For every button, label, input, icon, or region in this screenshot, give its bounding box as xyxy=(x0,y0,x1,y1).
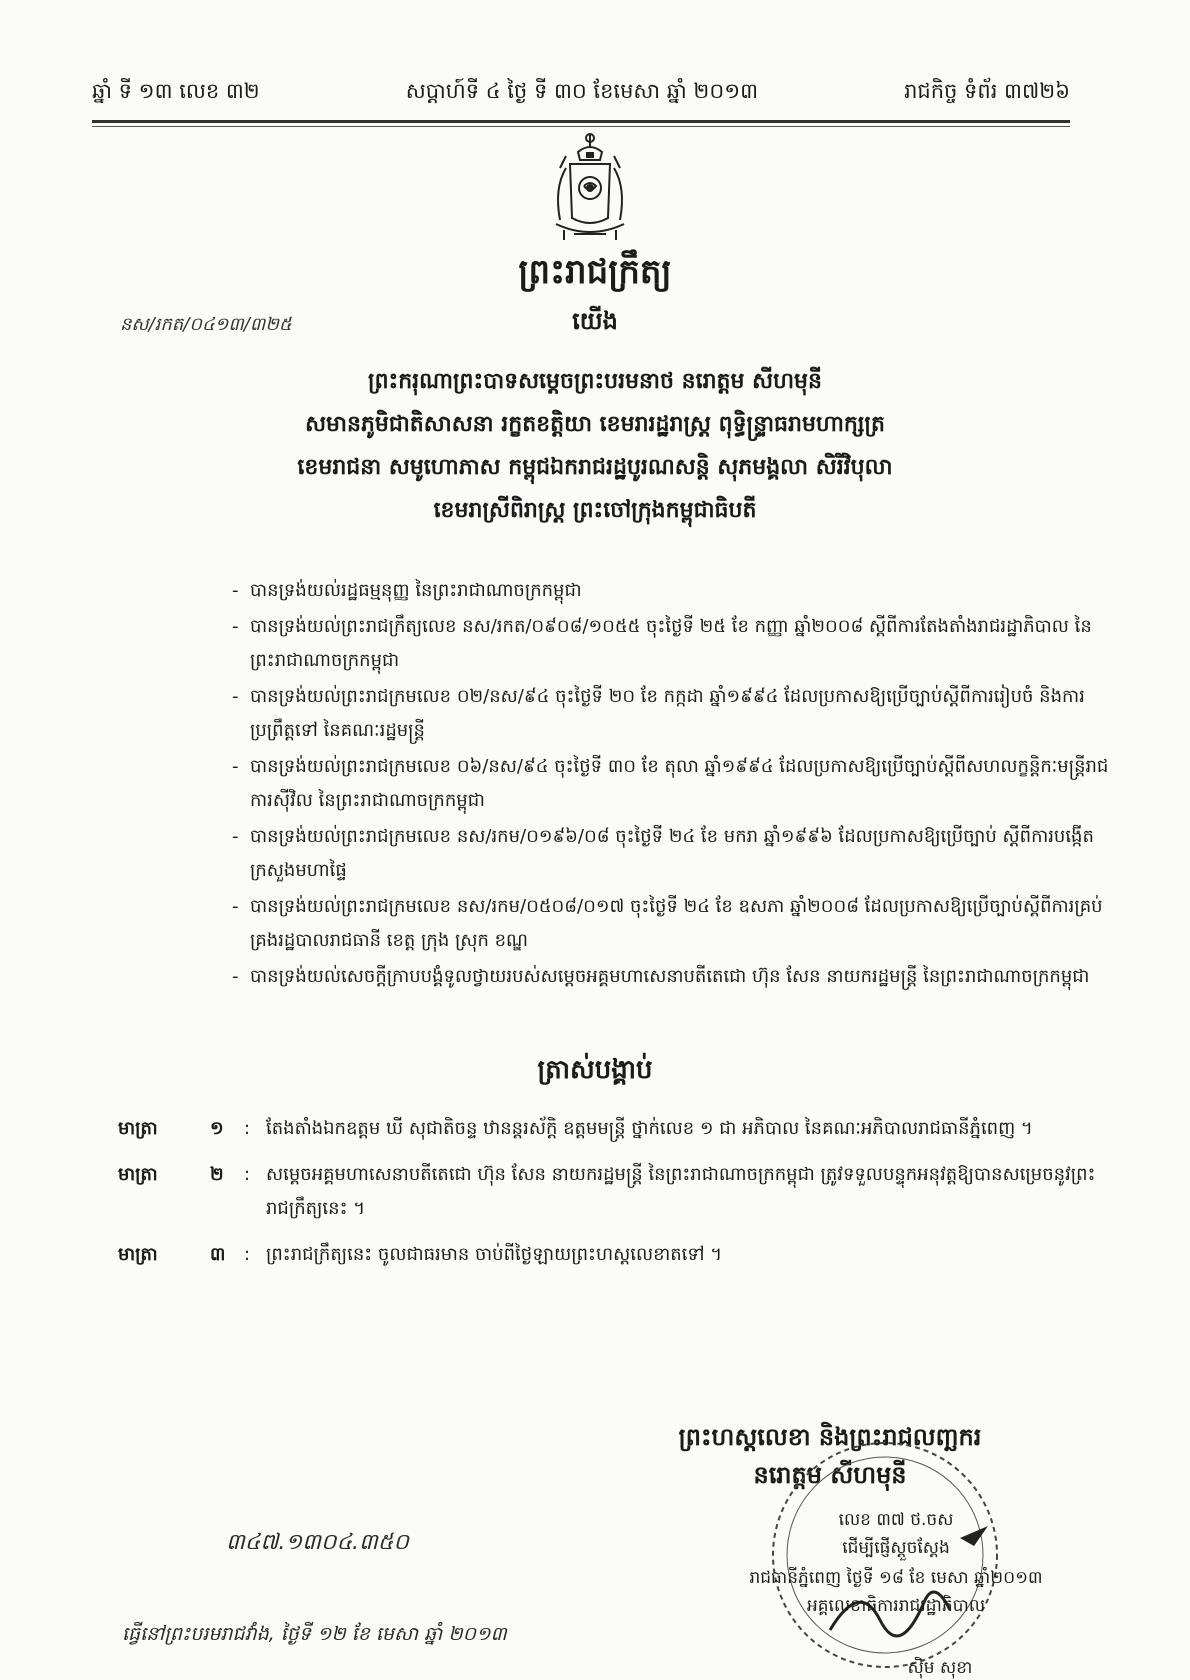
consideration-item: - បានទ្រង់យល់សេចក្តីក្រាបបង្គំទូលថ្វាយរបស់សម្តេចអគ្គមហាសេនាបតីតេជោ ហ៊ុន សែន នាយករដ្ឋមន្ត្រី នៃព្រះរាជាណាចក្រកម្ពុជា xyxy=(232,960,1112,994)
article-1 xyxy=(118,1112,1108,1146)
article-label: មាត្រា xyxy=(118,1164,158,1185)
article-label: មាត្រា xyxy=(118,1118,158,1139)
article-text: សម្តេចអគ្គមហាសេនាបតីតេជោ ហ៊ុន សែន នាយករដ្ឋមន្ត្រី នៃព្រះរាជាណាចក្រកម្ពុជា ត្រូវទទួលបន្ទុកអនុវត្តឱ្យបានសម្រេចនូវព្រះរាជក្រឹត្យនេះ ។ xyxy=(266,1164,1096,1219)
article-colon: : xyxy=(244,1118,251,1139)
decision-heading: ត្រាស់បង្គាប់ xyxy=(537,1055,653,1085)
gazette-header xyxy=(92,78,1070,109)
article-label: មាត្រា xyxy=(118,1244,158,1265)
stamp-name: ស៊ិម សុខា xyxy=(907,1658,973,1678)
header-rule-thin xyxy=(92,126,1070,127)
royal-title-line: សមានភូមិជាតិសាសនា រក្ខតខត្តិយា ខេមរារដ្ឋរាស្ត្រ ពុទ្ធិន្ទ្រាធរាមហាក្សត្រ xyxy=(305,412,885,437)
we-heading: យើង xyxy=(572,307,618,335)
decree-title: ព្រះរាជក្រឹត្យ xyxy=(518,252,672,292)
article-colon: : xyxy=(244,1164,251,1185)
signature-caption: ព្រះហស្តលេខា និងព្រះរាជលញ្ឆករ xyxy=(678,1423,982,1451)
articles xyxy=(118,1112,1108,1284)
consideration-item: - បានទ្រង់យល់ព្រះរាជក្រមលេខ នស/រកម/០៥០៨/០១៧ ចុះថ្ងៃទី ២៤ ខែ ឧសភា ឆ្នាំ២០០៨ ដែលប្រកាសឱ្យប្រើច្បាប់ស្តីពីការគ្រប់គ្រងរដ្ឋបាលរាជធានី ខេត្ត ក្រុង ស្រុក ខណ្ឌ xyxy=(232,890,1112,958)
article-text: តែងតាំងឯកឧត្តម ឃី សុជាតិចន្ទ ឋានន្តរស័ក្តិ ឧត្តមមន្ត្រី ថ្នាក់លេខ ១ ជា អភិបាល នៃគណៈអភិបាលរាជធានីភ្នំពេញ ។ xyxy=(266,1118,1033,1139)
handwritten-number: ៣៤៧.១៣០៤.៣៥០ xyxy=(226,1530,409,1555)
place-and-date: ធ្វើនៅព្រះបរមរាជវាំង, ថ្ងៃទី ១២ ខែ មេសា ឆ្នាំ ២០១៣ xyxy=(122,1623,507,1645)
header-rule xyxy=(92,120,1070,123)
consideration-item: - បានទ្រង់យល់ព្រះរាជក្រមលេខ នស/រកម/០១៩៦/០៨ ចុះថ្ងៃទី ២៤ ខែ មករា ឆ្នាំ១៩៩៦ ដែលប្រកាសឱ្យប្រើច្បាប់ ស្តីពីការបង្កើតក្រសួងមហាផ្ទៃ xyxy=(232,820,1112,888)
article-text: ព្រះរាជក្រឹត្យនេះ ចូលជាធរមាន ចាប់ពីថ្ងៃឡាយព្រះហស្តលេខាតទៅ ។ xyxy=(266,1244,723,1265)
article-2 xyxy=(118,1158,1108,1226)
consideration-item: - បានទ្រង់យល់ព្រះរាជក្រមលេខ ០៦/នស/៩៤ ចុះថ្ងៃទី ៣០ ខែ តុលា ឆ្នាំ១៩៩៤ ដែលប្រកាសឱ្យប្រើច្បាប់ស្តីពីសហលក្ខន្តិកៈមន្ត្រីរាជការស៊ីវិល នៃព្រះរាជាណាចក្រកម្ពុជា xyxy=(232,750,1112,818)
gazette-week-date: សប្តាហ៍ទី ៤ ថ្ងៃ ទី ៣០ ខែមេសា ឆ្នាំ ២០១៣ xyxy=(405,79,759,103)
royal-titles xyxy=(0,360,1190,532)
article-number: ១ xyxy=(210,1118,224,1139)
consideration-item: - បានទ្រង់យល់ព្រះរាជក្រឹត្យលេខ នស/រកត/០៩០៨/១០៥៥ ចុះថ្ងៃទី ២៥ ខែ កញ្ញា ឆ្នាំ២០០៨ ស្តីពីការតែងតាំងរាជរដ្ឋាភិបាល នៃព្រះរាជាណាចក្រកម្ពុជា xyxy=(232,610,1112,678)
decree-reference-number: នស/រកត/០៤១៣/៣២៥ xyxy=(120,314,292,335)
article-colon: : xyxy=(244,1244,251,1265)
stamp-title: អគ្គលេខាធិការរាជរដ្ឋាភិបាល xyxy=(806,1596,986,1616)
royal-title-line: ខេមរាជនា សមូហោភាស កម្ពុជឯករាជរដ្ឋបូរណសន្តិ សុភមង្គលា សិរីវិបុលា xyxy=(297,455,893,480)
gazette-page: រាជកិច្ច ទំព័រ ៣៧២៦ xyxy=(904,79,1070,103)
royal-title-line: ព្រះករុណាព្រះបាទសម្តេចព្រះបរមនាថ នរោត្តម សីហមុនី xyxy=(368,369,822,394)
consideration-item: - បានទ្រង់យល់ព្រះរាជក្រមលេខ ០២/នស/៩៤ ចុះថ្ងៃទី ២០ ខែ កក្កដា ឆ្នាំ១៩៩៤ ដែលប្រកាសឱ្យប្រើច្បាប់ស្តីពីការរៀបចំ និងការប្រព្រឹត្តទៅ នៃគណៈរដ្ឋមន្ត្រី xyxy=(232,680,1112,748)
signatory-name: នរោត្តម សីហមុនី xyxy=(753,1461,907,1489)
royal-coat-of-arms-icon xyxy=(530,128,650,248)
stamp-copy-certified: ជើម្បីផ្ញើស្តួចស្តែង xyxy=(842,1538,950,1558)
stamp-date: រាជធានីភ្នំពេញ ថ្ងៃទី ១៨ ខែ មេសា ឆ្នាំ២០១៣ xyxy=(749,1568,1043,1588)
stamp-number: លេខ ៣៧ ថ.ចស xyxy=(838,1510,954,1530)
gazette-year-issue: ឆ្នាំ ទី ១៣ លេខ ៣២ xyxy=(92,79,260,103)
article-number: ៣ xyxy=(210,1244,226,1265)
article-3 xyxy=(118,1238,1108,1272)
consideration-item: - បានទ្រង់យល់រដ្ឋធម្មនុញ្ញ នៃព្រះរាជាណាចក្រកម្ពុជា xyxy=(232,574,1112,608)
royal-title-line: ខេមរាស្រីពិរាស្ត្រ ព្រះចៅក្រុងកម្ពុជាធិបតី xyxy=(433,498,757,523)
article-number: ២ xyxy=(210,1164,224,1185)
considerations-list xyxy=(232,574,1112,996)
